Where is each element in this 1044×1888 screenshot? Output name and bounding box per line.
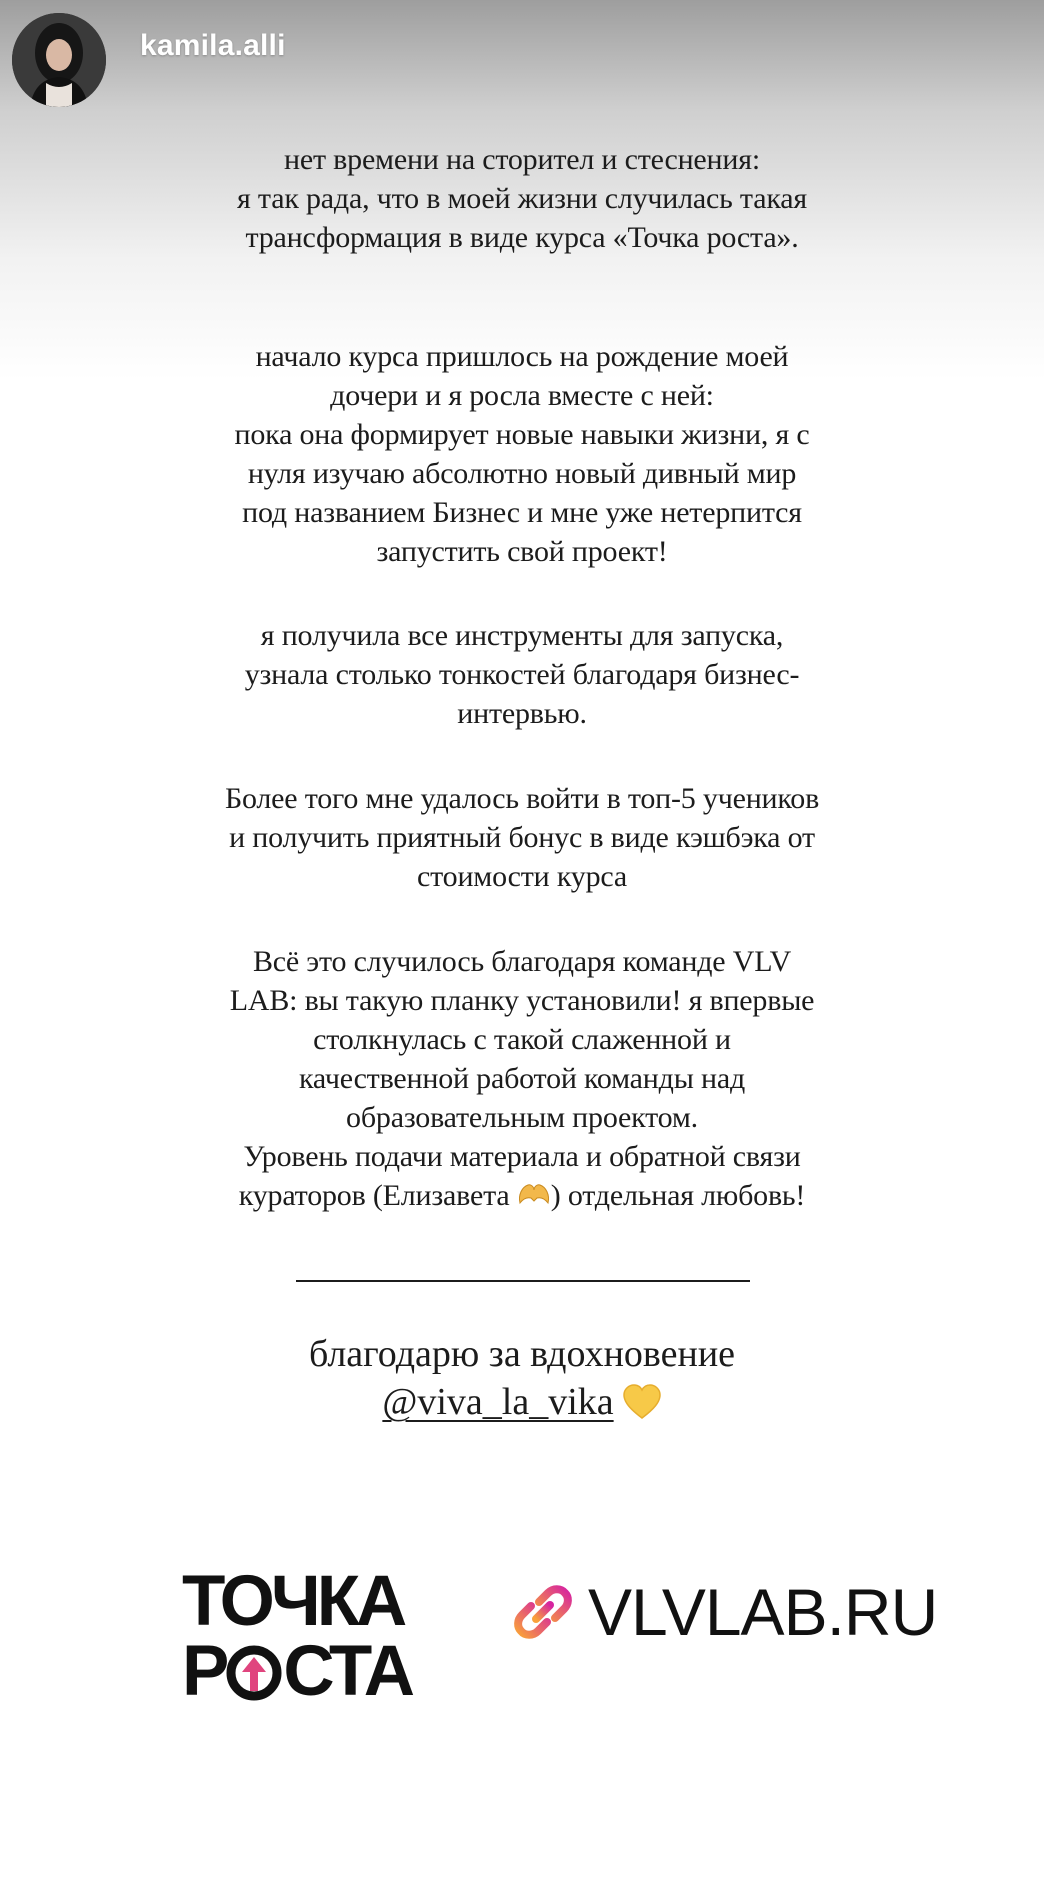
text-line: Всё это случилось благодаря команде VLV xyxy=(252,945,792,978)
text-line: начало курса пришлось на рождение моей xyxy=(255,340,789,373)
text-line-with-emoji xyxy=(0,1176,1044,1215)
logo-text-end: СТА xyxy=(283,1632,412,1711)
logo-line-2 xyxy=(182,1632,442,1711)
text-line: нуля изучаю абсолютно новый дивный мир xyxy=(247,457,797,490)
paragraph-intro xyxy=(0,140,1044,257)
paragraph-team xyxy=(0,942,1044,1215)
text-line: нет времени на сторител и стеснения: xyxy=(284,143,760,176)
text-line: образовательным проектом. xyxy=(346,1101,698,1134)
tochka-rosta-logo[interactable] xyxy=(182,1562,442,1711)
thanks-text: благодарю за вдохновение xyxy=(308,1333,736,1375)
text-line: дочери и я росла вместе с ней: xyxy=(330,379,714,412)
text-line: пока она формирует новые навыки жизни, я с xyxy=(234,418,810,451)
yellow-heart-icon xyxy=(622,1384,662,1420)
text-line: я так рада, что в моей жизни случилась такая xyxy=(237,182,807,215)
text-fragment: ) отдельная любовь! xyxy=(550,1179,806,1212)
paragraph-tools xyxy=(0,616,1044,733)
paragraph-top5 xyxy=(0,779,1044,896)
up-arrow-circle-icon xyxy=(226,1643,282,1699)
thanks-block xyxy=(0,1330,1044,1426)
text-line: трансформация в виде курса «Точка роста». xyxy=(245,221,799,254)
story-username[interactable]: kamila.alli xyxy=(140,29,286,62)
link-sticker[interactable] xyxy=(512,1576,937,1648)
paragraph-course-start xyxy=(0,337,1044,571)
mention-link[interactable]: @viva_la_vika xyxy=(382,1381,614,1423)
story-header xyxy=(12,12,286,108)
text-line: узнала столько тонкостей благодаря бизнес- xyxy=(244,658,800,691)
heart-hands-icon xyxy=(517,1178,551,1204)
link-sticker-label: VLVLAB.RU xyxy=(588,1575,938,1649)
text-line: под названием Бизнес и мне уже нетерпится xyxy=(242,496,802,529)
text-line: Уровень подачи материала и обратной связи xyxy=(243,1140,801,1173)
text-line: запустить свой проект! xyxy=(376,535,668,568)
text-line: я получила все инструменты для запуска, xyxy=(260,619,784,652)
text-line: качественной работой команды над xyxy=(298,1062,746,1095)
text-line: стоимости курса xyxy=(417,860,627,893)
text-line: LAB: вы такую планку установили! я впервые xyxy=(229,984,815,1017)
text-line: столкнулась с такой слаженной и xyxy=(313,1023,731,1056)
text-line: Более того мне удалось войти в топ-5 учеников xyxy=(224,782,820,815)
text-line: и получить приятный бонус в виде кэшбэка от xyxy=(229,821,815,854)
link-icon xyxy=(512,1581,574,1643)
divider-line xyxy=(296,1280,750,1282)
mention-line xyxy=(0,1378,1044,1426)
text-line: интервью. xyxy=(457,697,587,730)
logo-line-1: ТОЧКА xyxy=(182,1562,404,1641)
text-fragment: кураторов (Елизавета xyxy=(238,1179,510,1212)
avatar[interactable] xyxy=(12,13,106,107)
logo-text-start: Р xyxy=(182,1632,226,1711)
avatar-image xyxy=(12,13,106,107)
